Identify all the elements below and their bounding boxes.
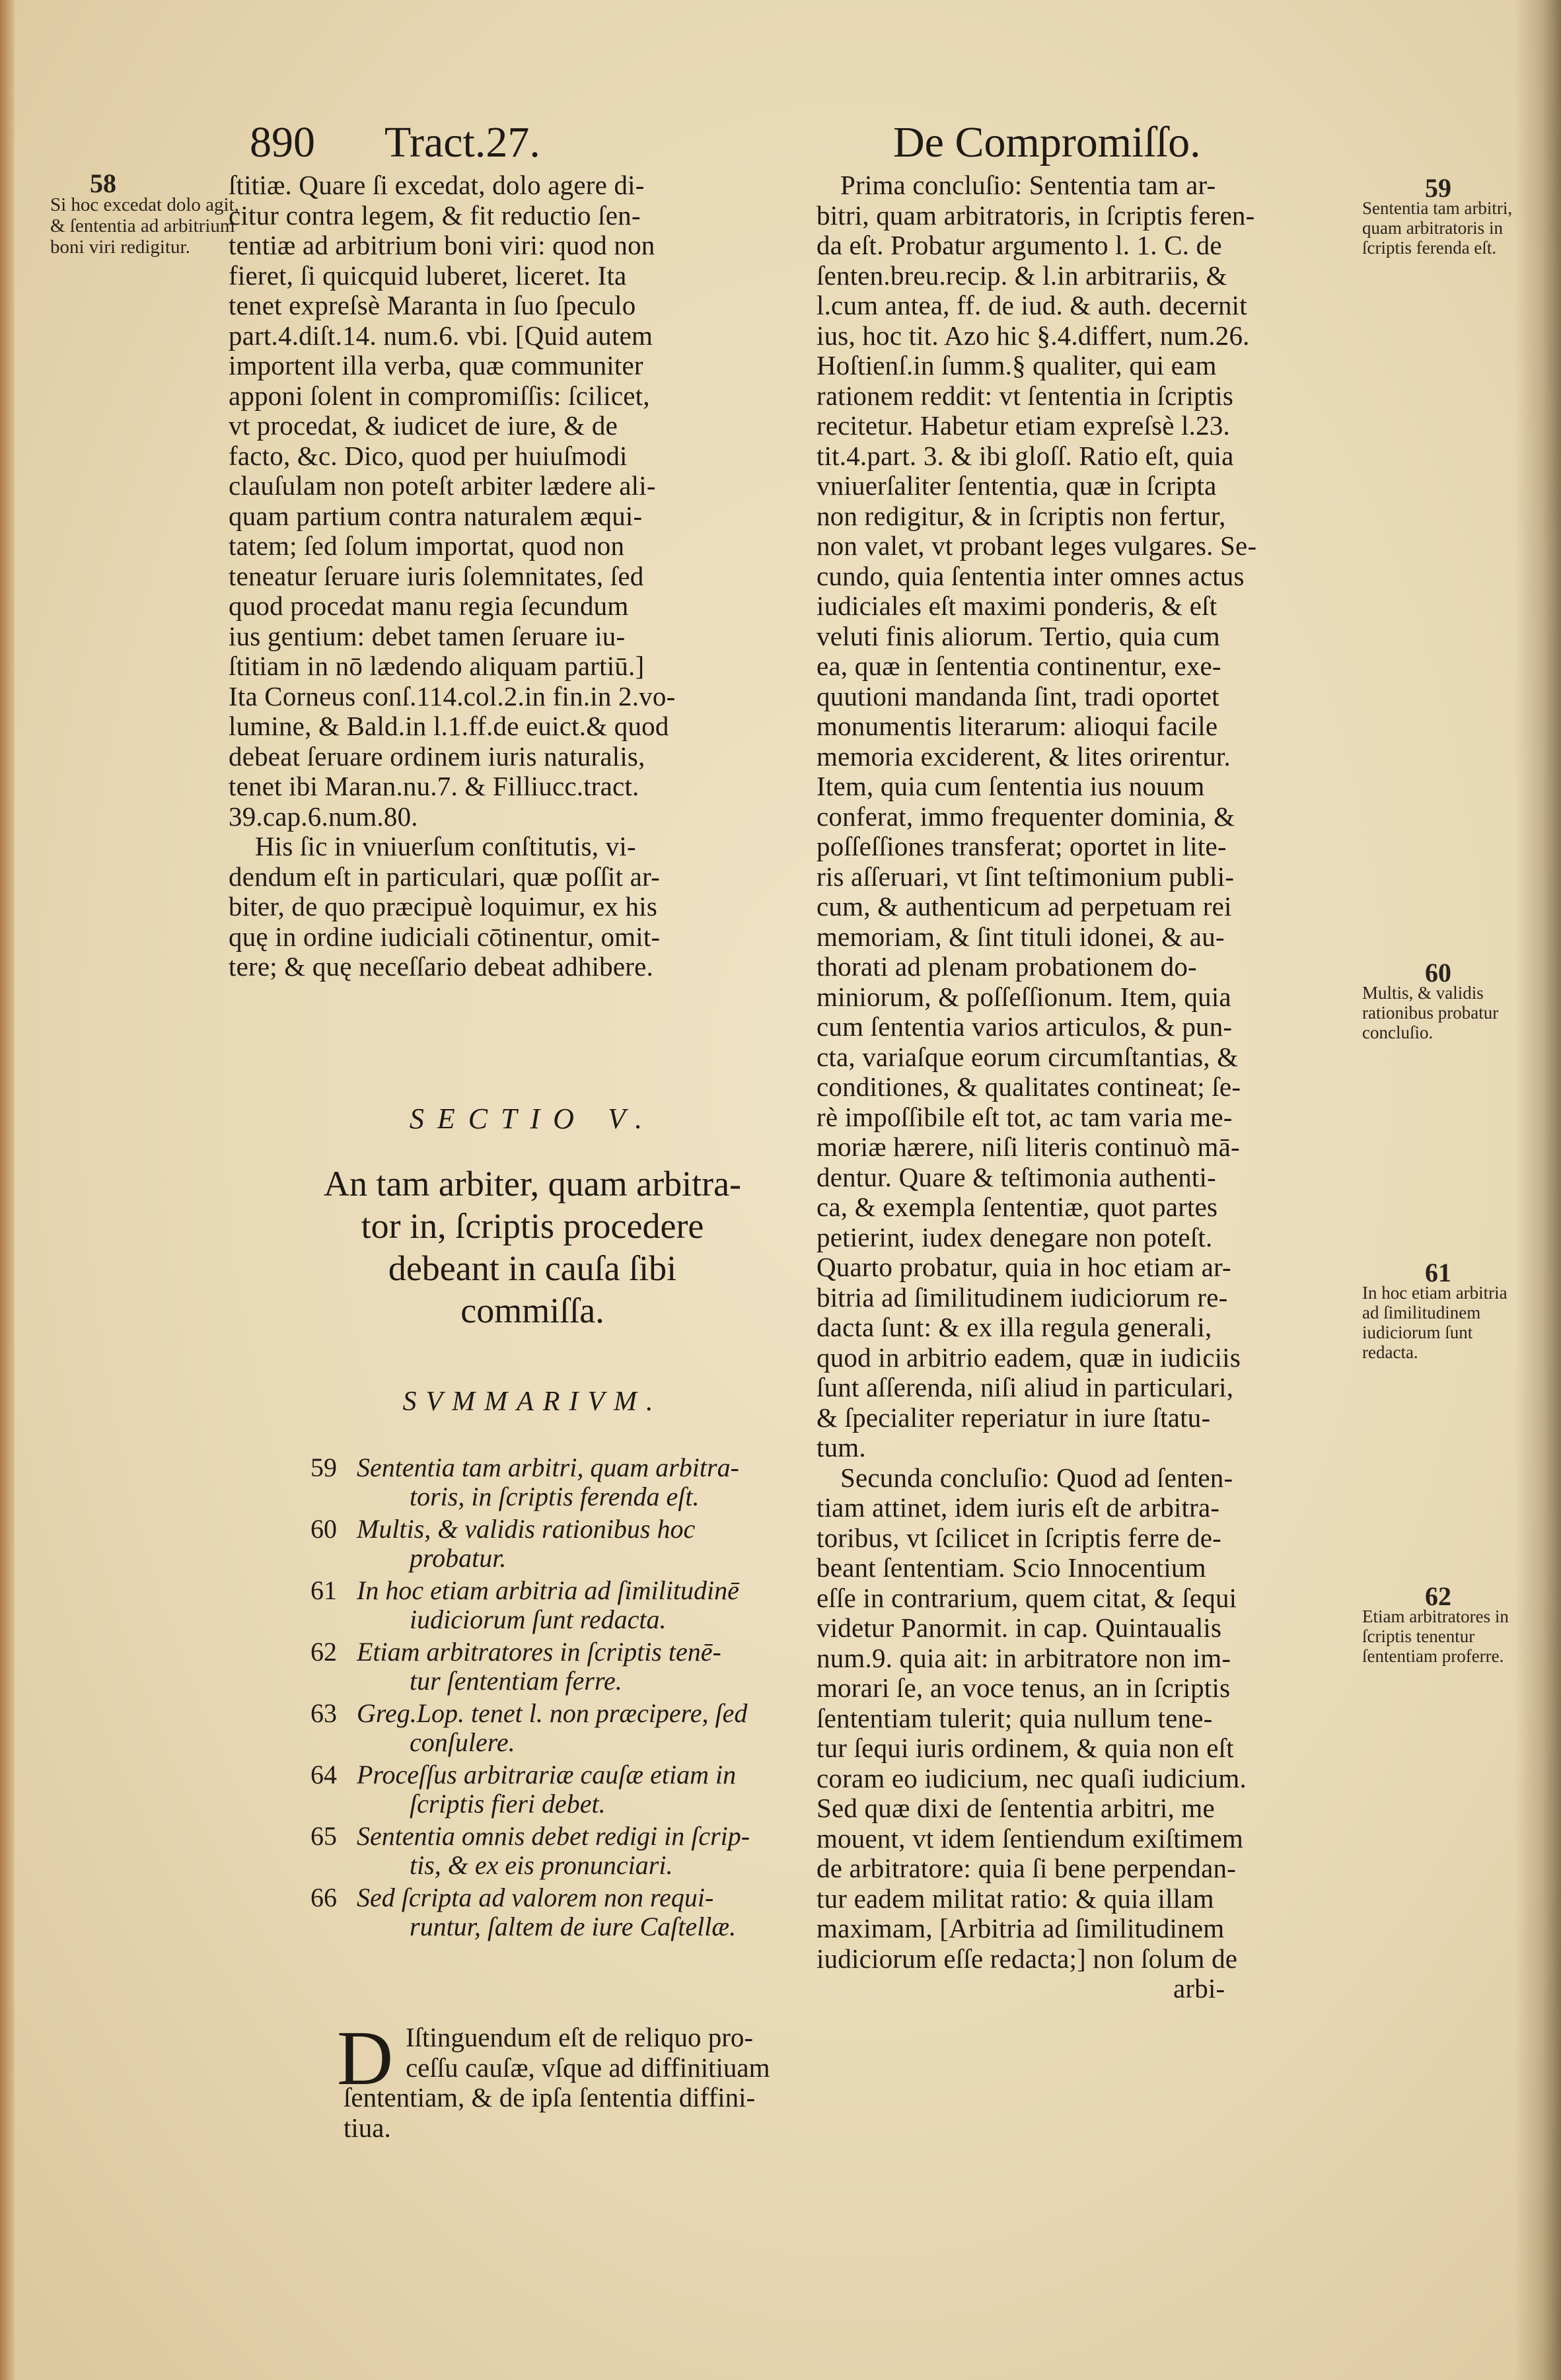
page-fold-shadow — [1515, 0, 1561, 2380]
item-number: 65 — [310, 1821, 337, 1851]
text-line: dacta ſunt: & ex illa regula generali, — [817, 1312, 1212, 1342]
item-text: probatur. — [410, 1543, 507, 1573]
text-line: veluti finis aliorum. Tertio, quia cum — [817, 620, 1220, 651]
text-line: Secunda concluſio: Quod ad ſenten- — [840, 1462, 1233, 1493]
item-text: toris, in ſcriptis ferenda eſt. — [410, 1482, 700, 1511]
text-line: morari ſe, an voce tenus, an in ſcriptis — [817, 1673, 1231, 1703]
item-text: Multis, & validis rationibus hoc — [357, 1514, 696, 1544]
item-text: Sententia tam arbitri, quam arbitra- — [357, 1453, 739, 1482]
summarium-item — [310, 1515, 852, 1573]
text-line: Quarto probatur, quia in hoc etiam ar- — [817, 1252, 1231, 1282]
text-line: tentiæ ad arbitrium boni viri: quod non — [229, 230, 655, 260]
item-number: 64 — [310, 1760, 337, 1789]
summarium-heading: SVMMARIVM. — [402, 1387, 663, 1417]
margin-text: Sententia tam arbitri, quam arbitratoris in ſcriptis ferenda eſt. — [1362, 198, 1513, 258]
text-line: ſunt aſſerenda, niſi aliud in particulari, — [817, 1372, 1234, 1402]
text-line: tatem; ſed ſolum importat, quod non — [229, 530, 625, 561]
margin-number: 58 — [90, 168, 116, 198]
text-line: recitetur. Habetur etiam expreſsè l.23. — [817, 410, 1230, 441]
text-line: tum. — [817, 1432, 866, 1462]
text-line: Sed quæ dixi de ſententia arbitri, me — [817, 1793, 1215, 1823]
item-text: conſulere. — [410, 1727, 515, 1757]
margin-note-61 — [1362, 1258, 1514, 1362]
text-line: citur contra legem, & fit reductio ſen- — [229, 199, 641, 231]
text-line: ea, quæ in ſententia continentur, exe- — [817, 651, 1221, 681]
text-line: fieret, ſi quicquid luberet, liceret. Ita — [229, 260, 627, 291]
text-line: His ſic in vniuerſum conſtitutis, vi- — [255, 831, 636, 861]
summarium-item — [310, 1576, 852, 1634]
text-line: teneatur ſeruare iuris ſolemnitates, ſed — [229, 560, 644, 591]
text-line: mouent, vt idem ſentiendum exiſtimem — [817, 1822, 1244, 1854]
summarium-item — [310, 1883, 852, 1941]
text-line: lumine, & Bald.in l.1.ff.de euict.& quod — [229, 711, 669, 741]
text-line: apponi ſolent in compromiſſis: ſcilicet, — [229, 380, 650, 411]
item-text: ſcriptis fieri debet. — [410, 1789, 606, 1819]
text-line: conferat, immo frequenter dominia, & — [817, 801, 1235, 832]
text-line: tur ſequi iuris ordinem, & quia non eſt — [817, 1733, 1234, 1763]
text-line: l.cum antea, ff. de iud. & auth. decernit — [817, 290, 1247, 320]
item-number: 66 — [310, 1883, 337, 1912]
text-line: de arbitratore: quia ſi bene perpendan- — [817, 1853, 1237, 1883]
item-text: Etiam arbitratores in ſcriptis tenē- — [357, 1637, 721, 1667]
text-line: ſtitiam in nō lædendo aliquam partiū.] — [229, 651, 645, 681]
item-number: 63 — [310, 1698, 337, 1728]
text-line: Prima concluſio: Sententia tam ar- — [840, 170, 1216, 200]
item-number: 61 — [310, 1575, 337, 1605]
text-line: ius, hoc tit. Azo hic §.4.differt, num.26. — [817, 320, 1250, 351]
item-text: Proceſſus arbitrariæ cauſæ etiam in — [357, 1760, 737, 1789]
text-line: ceſſu cauſæ, vſque ad diffinitiuam — [406, 2052, 770, 2083]
text-line: quam partium contra naturalem æqui- — [229, 500, 643, 531]
text-line: tenet expreſsè Maranta in ſuo ſpeculo — [229, 290, 636, 320]
text-line: conditiones, & qualitates contineat; ſe- — [817, 1071, 1241, 1102]
text-line: cta, variaſque eorum circumſtantias, & — [817, 1041, 1239, 1072]
text-line: coram eo iudicium, nec quaſi iudicium. — [817, 1762, 1247, 1793]
text-line: biter, de quo præcipuè loquimur, ex his — [229, 891, 658, 921]
item-number: 62 — [310, 1637, 337, 1667]
text-line: Ita Corneus conſ.114.col.2.in fin.in 2.vo- — [229, 680, 676, 711]
margin-number: 59 — [1425, 173, 1451, 203]
item-text: Sed ſcripta ad valorem non requi- — [357, 1883, 714, 1912]
drop-cap: D — [337, 2015, 394, 2101]
text-line: tiam attinet, idem iuris eſt de arbitra- — [817, 1492, 1220, 1523]
text-line: & ſpecialiter reperiatur in iure ſtatu- — [817, 1402, 1211, 1433]
text-line: tit.4.part. 3. & ibi gloſſ. Ratio eſt, quia — [817, 440, 1234, 471]
item-text: Greg.Lop. tenet l. non præcipere, ſed — [357, 1698, 748, 1728]
text-line: toribus, vt ſcilicet in ſcriptis ferre de- — [817, 1522, 1221, 1553]
text-line: memoriam, & ſint tituli idonei, & au- — [817, 921, 1225, 952]
margin-note-58 — [50, 168, 242, 258]
page-edge — [0, 0, 15, 2380]
text-line: bitria ad ſimilitudinem iudiciorum re- — [817, 1281, 1228, 1313]
text-line: ius gentium: debet tamen ſeruare iu- — [229, 620, 626, 651]
text-line: dentur. Quare & teſtimonia authenti- — [817, 1161, 1216, 1192]
text-line: tere; & quę neceſſario debeat adhibere. — [229, 951, 653, 982]
title-line: tor in, ſcriptis procedere — [361, 1206, 704, 1246]
margin-text: Multis, & validis rationibus probatur concluſio. — [1362, 983, 1499, 1042]
margin-text: Etiam arbitratores in ſcriptis tenentur ſententiam proferre. — [1362, 1606, 1509, 1666]
item-text: tis, & ex eis pronunciari. — [410, 1850, 673, 1880]
summarium-item — [310, 1822, 852, 1880]
summarium-item — [310, 1453, 852, 1511]
section-title — [229, 1163, 836, 1332]
text-line: Item, quia cum ſententia ius nouum — [817, 771, 1205, 801]
text-line: iudiciorum eſſe redacta;] non ſolum de — [817, 1943, 1238, 1974]
item-text: In hoc etiam arbitria ad ſimilitudinē — [357, 1575, 739, 1605]
text-line: rationem reddit: vt ſententia in ſcriptis — [817, 380, 1234, 411]
text-line: 39.cap.6.num.80. — [229, 801, 418, 832]
item-text: Sententia omnis debet redigi in ſcrip- — [357, 1821, 750, 1851]
text-line: rè impoſſibile eſt tot, ac tam varia me- — [817, 1101, 1233, 1132]
text-line: maximam, [Arbitria ad ſimilitudinem — [817, 1913, 1225, 1943]
text-line: dendum eſt in particulari, quæ poſſit ar- — [229, 861, 660, 892]
text-line: da eſt. Probatur argumento l. 1. C. de — [817, 230, 1222, 260]
text-line: debeat ſeruare ordinem iuris naturalis, — [229, 740, 645, 772]
item-number: 59 — [310, 1453, 337, 1482]
tract-label: Tract.27. — [384, 118, 540, 166]
text-line: moriæ hærere, niſi literis continuò mā- — [817, 1132, 1240, 1162]
text-line: quod in arbitrio eadem, quæ in iudiciis — [817, 1342, 1241, 1373]
text-line: cundo, quia ſententia inter omnes actus — [817, 560, 1245, 591]
item-text: iudiciorum ſunt redacta. — [410, 1605, 667, 1634]
text-line: Iſtinguendum eſt de reliquo pro- — [406, 2022, 754, 2052]
summarium-item — [310, 1760, 852, 1819]
summarium-item — [310, 1699, 852, 1757]
text-line: quę in ordine iudiciali cōtinentur, omit- — [229, 921, 661, 952]
right-column — [817, 170, 1358, 2004]
item-text: runtur, ſaltem de iure Caſtellæ. — [410, 1912, 737, 1941]
margin-number: 62 — [1425, 1581, 1451, 1611]
text-line: tenet ibi Maran.nu.7. & Filliucc.tract. — [229, 771, 639, 801]
text-line: tur eadem militat ratio: & quia illam — [817, 1883, 1214, 1914]
text-line: cum ſententia varios articulos, & pun- — [817, 1011, 1233, 1042]
page-number: 890 — [250, 118, 315, 166]
text-line: ris aſſeruari, vt ſint teſtimonium publi- — [817, 861, 1235, 892]
text-line: quod procedat manu regia ſecundum — [229, 591, 629, 621]
text-line: non valet, vt probant leges vulgares. Se- — [817, 530, 1257, 561]
margin-number: 61 — [1425, 1258, 1451, 1287]
text-line: non redigitur, & in ſcriptis non fertur, — [817, 500, 1226, 531]
margin-text: Si hoc excedat dolo agit, & ſententia ad arbitrium boni viri redigitur. — [50, 194, 239, 258]
text-line: petierint, iudex denegare non poteſt. — [817, 1221, 1213, 1252]
text-line: arbi- — [1173, 1973, 1225, 2003]
text-line: thorati ad plenam probationem do- — [817, 951, 1197, 982]
summarium-item — [310, 1638, 852, 1696]
text-line: vt procedat, & iudicet de iure, & de — [229, 410, 618, 441]
text-line: ca, & exempla ſententiæ, quot partes — [817, 1192, 1218, 1222]
text-line: iudiciales eſt maximi ponderis, & eſt — [817, 591, 1217, 621]
item-text: tur ſententiam ferre. — [410, 1666, 622, 1696]
text-line: clauſulam non poteſt arbiter lædere ali- — [229, 470, 656, 501]
text-line: eſſe in contrarium, quem citat, & ſequi — [817, 1582, 1237, 1613]
text-line: ſententiam tulerit; quia nullum tene- — [817, 1702, 1213, 1733]
margin-number: 60 — [1425, 958, 1451, 988]
text-line: ſtitiæ. Quare ſi excedat, dolo agere di- — [229, 170, 645, 200]
text-line: ſententiam, & de ipſa ſententia diffini- — [344, 2082, 756, 2112]
title-line: An tam arbiter, quam arbitra- — [323, 1164, 742, 1204]
text-line: videtur Panormit. in cap. Quintaualis — [817, 1612, 1222, 1643]
margin-text: In hoc etiam arbitria ad ſimilitudinem iudiciorum ſunt redacta. — [1362, 1283, 1507, 1362]
margin-note-62 — [1362, 1581, 1514, 1666]
section-label: SECTIO V. — [409, 1102, 656, 1135]
text-line: Hoſtienſ.in ſumm.§ qualiter, qui eam — [817, 350, 1217, 380]
text-line: part.4.diſt.14. num.6. vbi. [Quid autem — [229, 320, 653, 351]
item-number: 60 — [310, 1514, 337, 1544]
text-line: poſſeſſiones transferat; oportet in lite- — [817, 831, 1227, 861]
text-line: num.9. quia ait: in arbitratore non im- — [817, 1642, 1231, 1673]
text-line: tiua. — [344, 2112, 391, 2143]
dropcap-paragraph — [337, 2015, 846, 2143]
margin-note-59 — [1362, 173, 1514, 258]
text-line: importent illa verba, quæ communiter — [229, 350, 643, 380]
text-line: quutioni mandanda ſint, tradi oportet — [817, 680, 1219, 711]
text-line: facto, &c. Dico, quod per huiuſmodi — [229, 440, 628, 471]
text-line: bitri, quam arbitratoris, in ſcriptis feren- — [817, 199, 1255, 231]
left-column — [229, 170, 836, 982]
title-line: commiſſa. — [460, 1291, 604, 1330]
text-line: cum, & authenticum ad perpetuam rei — [817, 891, 1232, 921]
summarium-list — [310, 1453, 852, 1945]
text-line: vniuerſaliter ſententia, quæ in ſcripta — [817, 470, 1217, 501]
text-line: monumentis literarum: alioqui facile — [817, 711, 1218, 741]
text-line: beant ſententiam. Scio Innocentium — [817, 1552, 1206, 1583]
text-line: miniorum, & poſſeſſionum. Item, quia — [817, 981, 1231, 1012]
margin-note-60 — [1362, 958, 1514, 1042]
title-line: debeant in cauſa ſibi — [388, 1248, 677, 1288]
text-line: memoria exciderent, & lites orirentur. — [817, 740, 1231, 772]
running-title: De Compromiſſo. — [893, 118, 1201, 166]
text-line: ſenten.breu.recip. & l.in arbitrariis, & — [817, 260, 1227, 291]
